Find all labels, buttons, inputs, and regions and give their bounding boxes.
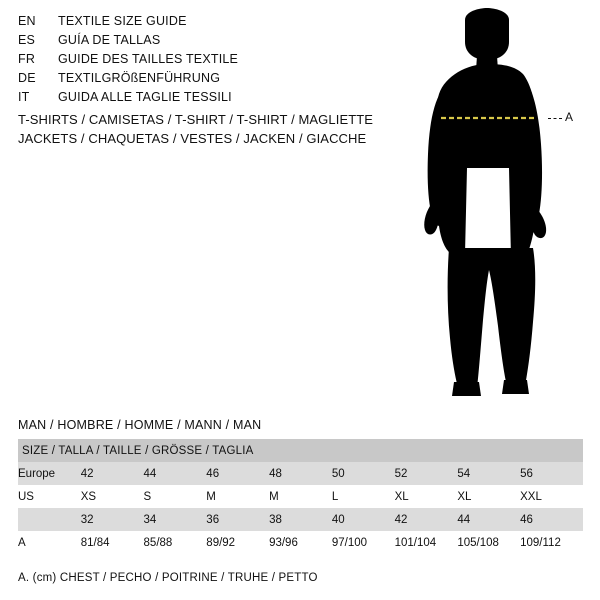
cell-europe-1: 42: [81, 462, 144, 485]
table-row: [18, 485, 583, 508]
legend-row-es: [18, 33, 378, 52]
cell-us-8: XXL: [520, 485, 583, 508]
cell-us-7: XL: [457, 485, 520, 508]
cell-europe-5: 50: [332, 462, 395, 485]
cell-europe-4: 48: [269, 462, 332, 485]
cell-us-3: M: [206, 485, 269, 508]
cell-europe-2: 44: [144, 462, 207, 485]
row-label-europe: Europe: [18, 462, 81, 485]
cell-usnum-5: 40: [332, 508, 395, 531]
cell-a-8: 109/112: [520, 531, 583, 554]
cell-europe-6: 52: [395, 462, 458, 485]
cell-usnum-3: 36: [206, 508, 269, 531]
row-label-a: A: [18, 531, 81, 554]
legend-code-de: DE: [18, 71, 36, 85]
legend-row-fr: [18, 52, 378, 71]
cell-usnum-1: 32: [81, 508, 144, 531]
table-row: [18, 462, 583, 485]
cell-europe-8: 56: [520, 462, 583, 485]
cell-usnum-6: 42: [395, 508, 458, 531]
cell-us-2: S: [144, 485, 207, 508]
cell-us-6: XL: [395, 485, 458, 508]
cell-usnum-7: 44: [457, 508, 520, 531]
cell-europe-7: 54: [457, 462, 520, 485]
category-tshirts: T-SHIRTS / CAMISETAS / T-SHIRT / T-SHIRT / MAGLIETTE: [18, 112, 374, 127]
row-label-us: US: [18, 485, 81, 508]
table-title: MAN / HOMBRE / HOMME / MANN / MAN: [18, 418, 262, 432]
table-header-label: SIZE / TALLA / TAILLE / GRÖSSE / TAGLIA: [22, 444, 254, 457]
cell-us-4: M: [269, 485, 332, 508]
garment-categories: [18, 110, 438, 148]
legend-code-fr: FR: [18, 52, 36, 66]
legend-row-en: [18, 14, 378, 33]
cell-a-4: 93/96: [269, 531, 332, 554]
cell-a-7: 105/108: [457, 531, 520, 554]
male-silhouette-figure: [405, 8, 600, 408]
legend-text-en: TEXTILE SIZE GUIDE: [58, 14, 187, 28]
table-row: [18, 531, 583, 554]
measure-marker-label: A: [565, 110, 574, 124]
table-row: [18, 508, 583, 531]
legend-text-es: GUÍA DE TALLAS: [58, 33, 161, 47]
table-header-row: [18, 439, 583, 462]
cell-a-3: 89/92: [206, 531, 269, 554]
category-jackets: JACKETS / CHAQUETAS / VESTES / JACKEN / GIACCHE: [18, 131, 367, 146]
row-label-us-numeric: [18, 508, 81, 531]
table-footnote: A. (cm) CHEST / PECHO / POITRINE / TRUHE / PETTO: [18, 572, 318, 584]
legend-code-it: IT: [18, 90, 30, 104]
cell-a-1: 81/84: [81, 531, 144, 554]
cell-usnum-2: 34: [144, 508, 207, 531]
cell-europe-3: 46: [206, 462, 269, 485]
cell-us-1: XS: [81, 485, 144, 508]
cell-usnum-8: 46: [520, 508, 583, 531]
measure-leader-line: [548, 118, 562, 119]
legend-text-fr: GUIDE DES TAILLES TEXTILE: [58, 52, 239, 66]
legend-code-es: ES: [18, 33, 36, 47]
cell-a-2: 85/88: [144, 531, 207, 554]
size-table: [18, 439, 583, 554]
legend-text-de: TEXTILGRÖßENFÜHRUNG: [58, 71, 221, 85]
cell-a-5: 97/100: [332, 531, 395, 554]
legend-row-it: [18, 90, 378, 109]
cell-us-5: L: [332, 485, 395, 508]
language-legend: [18, 14, 378, 109]
cell-a-6: 101/104: [395, 531, 458, 554]
legend-text-it: GUIDA ALLE TAGLIE TESSILI: [58, 90, 232, 104]
cell-usnum-4: 38: [269, 508, 332, 531]
legend-code-en: EN: [18, 14, 36, 28]
size-table-area: [18, 418, 583, 584]
legend-row-de: [18, 71, 378, 90]
silhouette-svg: [405, 8, 600, 408]
